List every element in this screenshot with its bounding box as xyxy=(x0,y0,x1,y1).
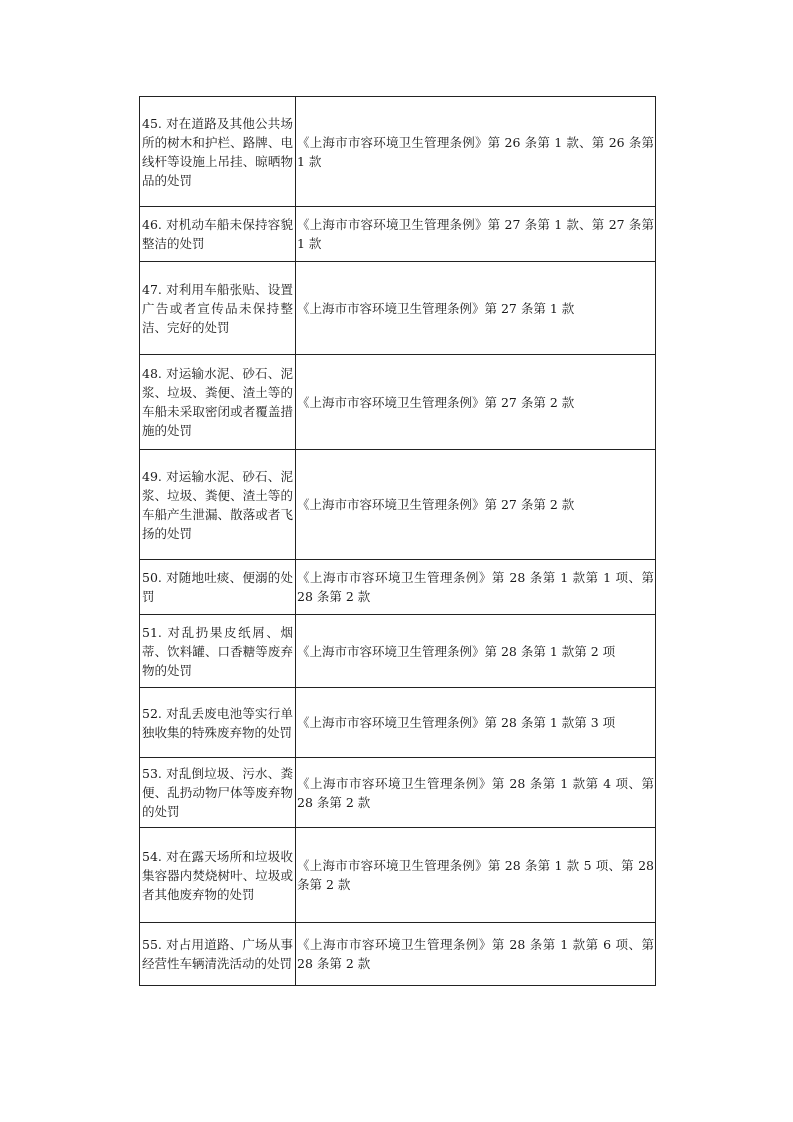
item-number: 48. xyxy=(142,366,162,381)
item-number: 50. xyxy=(142,570,162,585)
legal-basis-text: 《上海市市容环境卫生管理条例》第 27 条第 1 款 xyxy=(297,300,575,316)
item-description: 对在道路及其他公共场所的树木和护栏、路牌、电线杆等设施上吊挂、晾晒物品的处罚 xyxy=(142,115,293,188)
table-row xyxy=(140,828,656,923)
item-description: 对乱扔果皮纸屑、烟蒂、饮料罐、口香糖等废弃物的处罚 xyxy=(142,624,293,678)
item-number: 54. xyxy=(142,848,162,864)
item-number: 55. xyxy=(142,937,162,952)
legal-basis-cell xyxy=(296,207,656,262)
item-cell xyxy=(140,615,296,688)
item-number: 46. xyxy=(142,217,162,232)
legal-basis-text: 《上海市市容环境卫生管理条例》第 28 条第 1 款第 3 项 xyxy=(297,715,616,730)
table-row xyxy=(140,923,656,986)
penalty-table xyxy=(139,96,656,986)
table-row xyxy=(140,450,656,560)
legal-basis-cell xyxy=(296,758,656,828)
item-description: 对运输水泥、砂石、泥浆、垃圾、粪便、渣土等的车船未采取密闭或者覆盖措施的处罚 xyxy=(142,366,293,438)
item-number: 47. xyxy=(142,281,162,297)
item-cell xyxy=(140,262,296,355)
item-number: 51. xyxy=(142,624,162,640)
item-cell xyxy=(140,560,296,615)
legal-basis-cell xyxy=(296,97,656,207)
item-cell xyxy=(140,450,296,560)
table-row xyxy=(140,688,656,758)
legal-basis-cell xyxy=(296,450,656,560)
legal-basis-text: 《上海市市容环境卫生管理条例》第 28 条第 1 款第 4 项、第 28 条第 2 款 xyxy=(297,775,654,810)
item-description: 对利用车船张贴、设置广告或者宣传品未保持整洁、完好的处罚 xyxy=(142,281,293,335)
legal-basis-text: 《上海市市容环境卫生管理条例》第 28 条第 1 款第 2 项 xyxy=(297,643,616,659)
legal-basis-text: 《上海市市容环境卫生管理条例》第 27 条第 2 款 xyxy=(297,394,575,410)
item-description: 对乱倒垃圾、污水、粪便、乱扔动物尸体等废弃物的处罚 xyxy=(142,766,293,819)
legal-basis-text: 《上海市市容环境卫生管理条例》第 28 条第 1 款第 6 项、第 28 条第 2 款 xyxy=(297,937,654,971)
table-row xyxy=(140,615,656,688)
item-description: 对在露天场所和垃圾收集容器内焚烧树叶、垃圾或者其他废弃物的处罚 xyxy=(142,848,293,902)
item-cell xyxy=(140,355,296,450)
table-row xyxy=(140,355,656,450)
item-cell xyxy=(140,688,296,758)
item-number: 52. xyxy=(142,705,162,721)
item-description: 对乱丢废电池等实行单独收集的特殊废弃物的处罚 xyxy=(142,705,293,740)
item-cell xyxy=(140,207,296,262)
item-number: 49. xyxy=(142,468,162,484)
legal-basis-cell xyxy=(296,262,656,355)
legal-basis-text: 《上海市市容环境卫生管理条例》第 27 条第 2 款 xyxy=(297,497,575,512)
item-number: 45. xyxy=(142,115,162,131)
item-cell xyxy=(140,758,296,828)
table-row xyxy=(140,97,656,207)
legal-basis-cell xyxy=(296,828,656,923)
item-description: 对运输水泥、砂石、泥浆、垃圾、粪便、渣土等的车船产生泄漏、散落或者飞扬的处罚 xyxy=(142,468,293,541)
legal-basis-text: 《上海市市容环境卫生管理条例》第 28 条第 1 款第 1 项、第 28 条第 2 款 xyxy=(297,570,654,604)
table-row xyxy=(140,758,656,828)
legal-basis-cell xyxy=(296,688,656,758)
item-cell xyxy=(140,923,296,986)
table-body xyxy=(140,97,656,986)
item-description: 对占用道路、广场从事经营性车辆清洗活动的处罚 xyxy=(142,937,293,971)
item-cell xyxy=(140,828,296,923)
legal-basis-cell xyxy=(296,923,656,986)
legal-basis-cell xyxy=(296,355,656,450)
item-cell xyxy=(140,97,296,207)
item-number: 53. xyxy=(142,766,162,781)
legal-basis-cell xyxy=(296,560,656,615)
table-row xyxy=(140,207,656,262)
legal-basis-text: 《上海市市容环境卫生管理条例》第 26 条第 1 款、第 26 条第 1 款 xyxy=(297,134,654,169)
legal-basis-text: 《上海市市容环境卫生管理条例》第 28 条第 1 款 5 项、第 28 条第 2 款 xyxy=(297,858,654,892)
legal-basis-text: 《上海市市容环境卫生管理条例》第 27 条第 1 款、第 27 条第 1 款 xyxy=(297,217,654,251)
table-row xyxy=(140,262,656,355)
item-description: 对随地吐痰、便溺的处罚 xyxy=(142,570,293,604)
item-description: 对机动车船未保持容貌整洁的处罚 xyxy=(142,217,293,251)
table-row xyxy=(140,560,656,615)
legal-basis-cell xyxy=(296,615,656,688)
